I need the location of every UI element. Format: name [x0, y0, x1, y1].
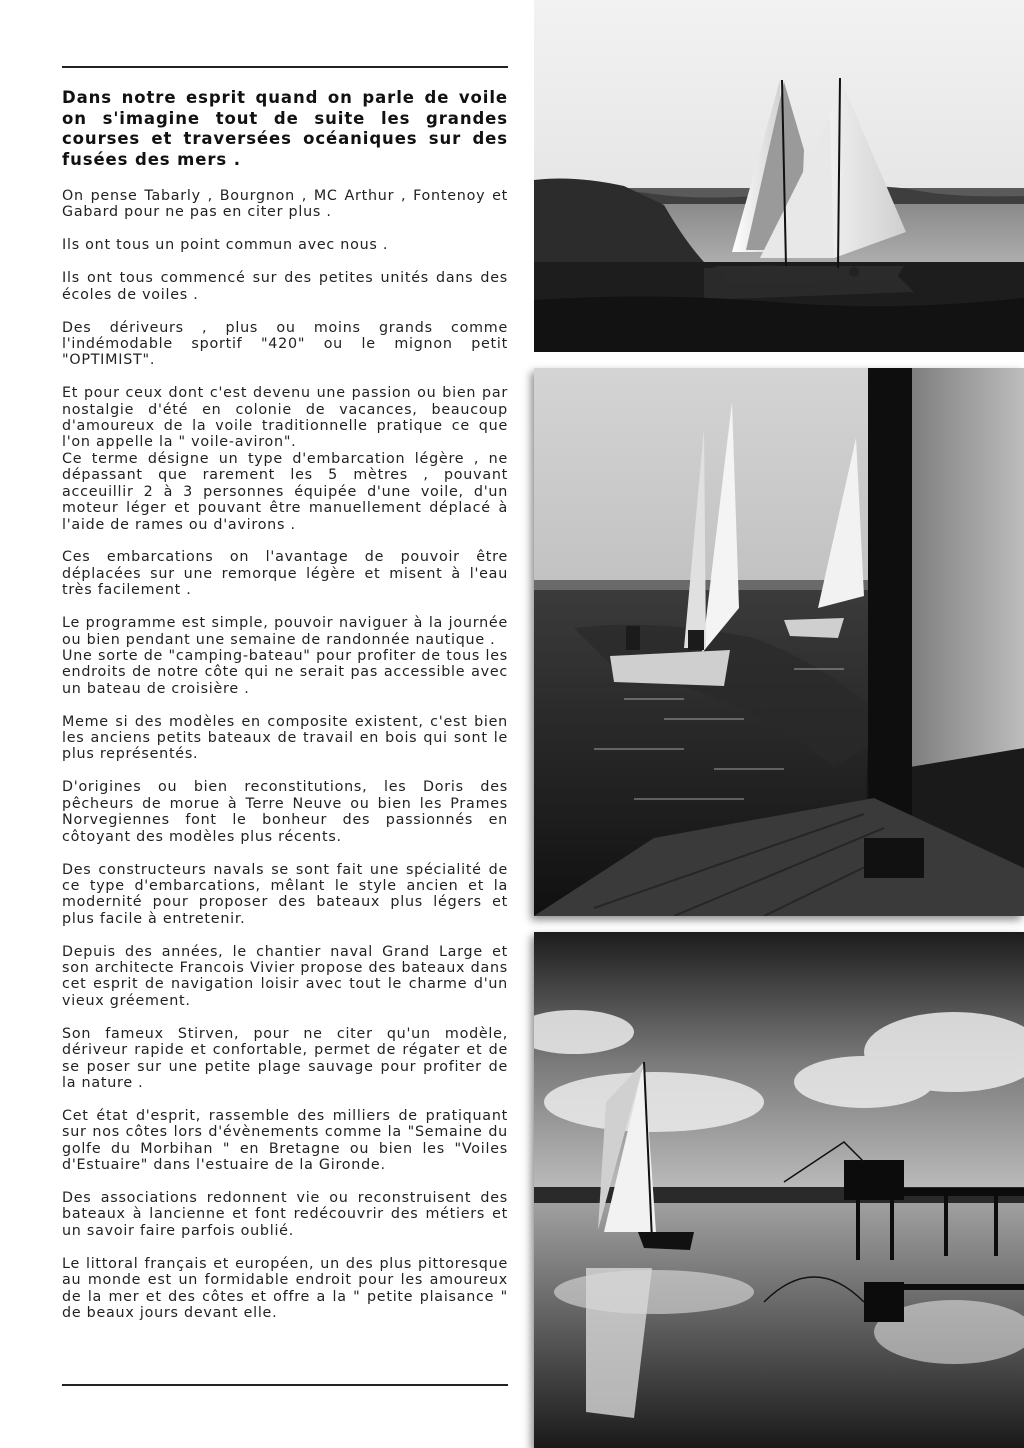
article-paragraph-6: Ces embarcations on l'avantage de pouvoir être déplacées sur une remorque légère et misent à l'eau très facilement . [62, 549, 508, 599]
article-paragraph-4: Des dériveurs , plus ou moins grands comme l'indémodable sportif "420" ou le mignon petit "OPTIMIST". [62, 319, 508, 369]
article-paragraph-9: D'origines ou bien reconstitutions, les Doris des pêcheurs de morue à Terre Neuve ou bien les Prames Norvegiennes font le bonheur des passionnés en côtoyant des modèles plus récents. [62, 779, 508, 845]
article-paragraph-12: Son fameux Stirven, pour ne citer qu'un modèle, dériveur rapide et confortable, permet de régater et de se poser sur une petite plage sauvage pour profiter de la nature . [62, 1025, 508, 1091]
photo-sailboat-reflection [534, 932, 1024, 1448]
article-paragraph-8: Meme si des modèles en composite existent, c'est bien les anciens petits bateaux de travail en bois qui sont le plus représentés. [62, 713, 508, 763]
article-paragraph-1: On pense Tabarly , Bourgnon , MC Arthur , Fontenoy et Gabard pour ne pas en citer plus . [62, 188, 508, 221]
photo-sailboats-from-deck [534, 368, 1024, 916]
bottom-divider [62, 1384, 508, 1386]
article-lead: Dans notre esprit quand on parle de voile on s'imagine tout de suite les grandes courses et traversées océaniques sur des fusées des mers . [62, 88, 508, 169]
article-paragraph-11: Depuis des années, le chantier naval Grand Large et son architecte Francois Vivier propose des bateaux dans cet esprit de navigation loisir avec tout le charme d'un vieux gréement. [62, 943, 508, 1009]
top-divider [62, 66, 508, 68]
article-paragraph-3: Ils ont tous commencé sur des petites unités dans des écoles de voiles . [62, 270, 508, 303]
sailboats-on-lagoon-photo-icon [534, 0, 1024, 352]
article-paragraph-13: Cet état d'esprit, rassemble des milliers de pratiquant sur nos côtes lors d'évènements comme la "Semaine du golfe du Morbihan " en Bretagne ou bien les "Voiles d'Estuaire" dans l'estuaire de la Gironde. [62, 1107, 508, 1174]
article-paragraph-2: Ils ont tous un point commun avec nous . [62, 237, 389, 254]
article-text-column [62, 88, 508, 1338]
article-paragraph-14: Des associations redonnent vie ou reconstruisent des bateaux à lancienne et font redécouvrir des métiers et un savoir faire parfois oublié. [62, 1190, 508, 1239]
article-paragraph-15: Le littoral français et européen, un des plus pittoresque au monde est un formidable endroit pour les amoureux de la mer et des côtes et offre a la " petite plaisance " de beaux jours devant elle. [62, 1255, 508, 1321]
article-paragraph-10: Des constructeurs navals se sont fait une spécialité de ce type d'embarcations, mêlant le style ancien et la modernité pour proposer des bateaux plus légers et plus facile à entretenir. [62, 861, 508, 927]
sailboats-from-deck-photo-icon [534, 368, 1024, 916]
photo-sailboats-lagoon [534, 0, 1024, 352]
sailboat-reflection-photo-icon [534, 932, 1024, 1448]
article-paragraph-5: Et pour ceux dont c'est devenu une passion ou bien par nostalgie d'été en colonie de vacances, beaucoup d'amoureux de la voile traditionnelle pratique ce que l'on appelle la " voile-aviron". Ce terme désigne un type d'embarcation légère , ne dépassant que rarement les 5 mètres , pouvant acceuillir 2 à 3 personnes équipée d'une voile, d'un moteur léger et pouvant être manuellement déplacé à l'aide de rames ou d'avirons . [62, 385, 508, 533]
article-paragraph-7: Le programme est simple, pouvoir naviguer à la journée ou bien pendant une semaine de randonnée nautique . Une sorte de "camping-bateau" pour profiter de tous les endroits de notre côte qui ne serait pas accessible avec un bateau de croisière . [62, 615, 508, 697]
